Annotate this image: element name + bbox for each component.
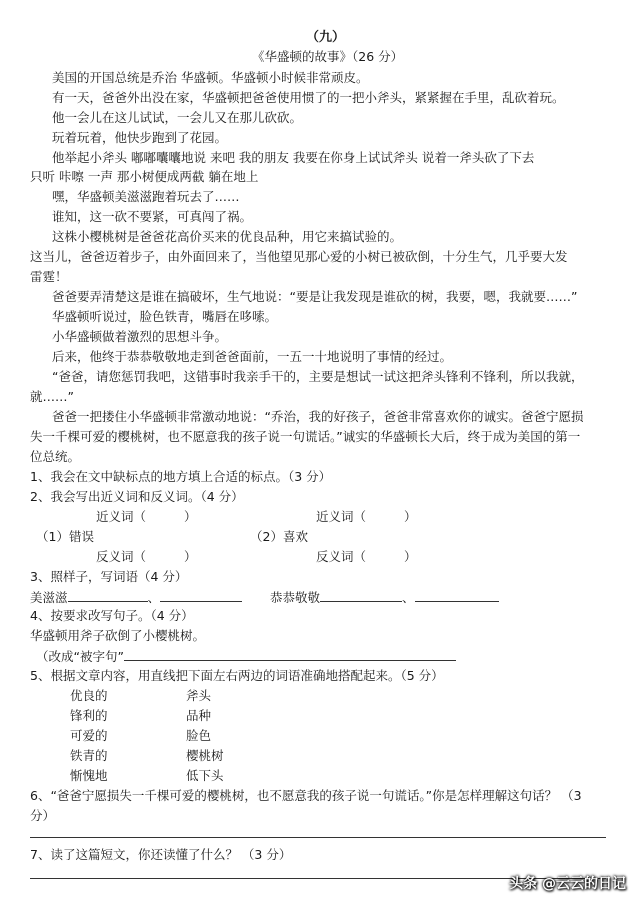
- story-paragraph: 只听 咔嚓 一声 那小树便成两截 躺在地上: [30, 169, 259, 184]
- synonym-blank-2[interactable]: [316, 509, 417, 525]
- example-word: 恭恭敬敬: [270, 590, 321, 605]
- bracket-close: ）: [184, 509, 197, 524]
- story-paragraph: 失一千棵可爱的樱桃树，也不愿意我的孩子说一句谎话。”诚实的华盛顿长大后，终于成为美国的第一: [30, 429, 581, 444]
- section-number: （九）: [306, 30, 346, 45]
- match-right-item[interactable]: 脸色: [186, 728, 212, 743]
- question-3: 3、照样子，写词语（4 分）: [30, 569, 188, 584]
- synonym-label: 近义词（: [96, 509, 147, 524]
- match-left-item[interactable]: 铁青的: [70, 748, 108, 763]
- match-left-item[interactable]: 锋利的: [70, 708, 108, 723]
- rewrite-blank[interactable]: [124, 648, 456, 661]
- synonym-blank-1[interactable]: [96, 509, 197, 525]
- question-5: 5、根据文章内容，用直线把下面左右两边的词语准确地搭配起来。（5 分）: [30, 668, 444, 683]
- story-paragraph: 他一会儿在这儿试试，一会儿又在那儿砍砍。: [52, 110, 303, 125]
- example-row-1: [30, 589, 242, 606]
- bracket-close: ）: [404, 549, 417, 564]
- antonym-blank-2[interactable]: [316, 549, 417, 565]
- question-4: 4、按要求改写句子。（4 分）: [30, 608, 194, 623]
- question-2: 2、我会写出近义词和反义词。（4 分）: [30, 489, 244, 504]
- answer-blank[interactable]: [160, 589, 242, 602]
- match-right-item[interactable]: 低下头: [186, 768, 224, 783]
- story-title: 《华盛顿的故事》（26 分）: [252, 49, 404, 64]
- match-right-item[interactable]: 斧头: [186, 688, 212, 703]
- question-1: 1、我会在文中缺标点的地方填上合适的标点。（3 分）: [30, 469, 332, 484]
- story-paragraph: 小华盛顿做着激烈的思想斗争。: [52, 329, 228, 344]
- antonym-label: 反义词（: [316, 549, 367, 564]
- match-right-item[interactable]: 品种: [186, 708, 212, 723]
- separator: 、: [147, 590, 161, 605]
- word-item-1: （1）错误: [36, 529, 94, 544]
- story-paragraph: 谁知，这一砍不要紧，可真闯了祸。: [52, 209, 253, 224]
- story-paragraph: 就……”: [30, 389, 74, 404]
- example-word: 美滋滋: [30, 590, 68, 605]
- story-paragraph: 华盛顿听说过，脸色铁青，嘴唇在哆嗦。: [52, 309, 278, 324]
- story-paragraph: 玩着玩着，他快步跑到了花园。: [52, 130, 228, 145]
- antonym-label: 反义词（: [96, 549, 147, 564]
- story-paragraph: 有一天，爸爸外出没在家，华盛顿把爸爸使用惯了的一把小斧头，紧紧握在手里，乱砍着玩。: [52, 90, 565, 105]
- story-paragraph: 这当儿，爸爸迈着步子，由外面回来了，当他望见那心爱的小树已被砍倒，十分生气，几乎要大发: [30, 249, 568, 264]
- story-paragraph: 美国的开国总统是乔治 华盛顿。华盛顿小时候非常顽皮。: [52, 70, 369, 85]
- story-paragraph: “爸爸，请您惩罚我吧，这错事时我亲手干的，主要是想试一试这把斧头锋利不锋利，所以我就，: [52, 369, 584, 384]
- match-left-item[interactable]: 可爱的: [70, 728, 108, 743]
- rewrite-row: [36, 648, 456, 665]
- story-paragraph: 这株小樱桃树是爸爸花高价买来的优良品种，用它来搞试验的。: [52, 229, 403, 244]
- synonym-label: 近义词（: [316, 509, 367, 524]
- bracket-close: ）: [404, 509, 417, 524]
- story-paragraph: 位总统。: [30, 449, 81, 464]
- example-row-2: [270, 589, 499, 606]
- original-sentence: 华盛顿用斧子砍倒了小樱桃树。: [30, 628, 206, 643]
- match-right-item[interactable]: 樱桃树: [186, 748, 224, 763]
- story-paragraph: 爸爸要弄清楚这是谁在搞破坏，生气地说：“要是让我发现是谁砍的树，我要，嗯，我就要……”: [52, 289, 578, 304]
- answer-blank[interactable]: [320, 589, 402, 602]
- answer-blank[interactable]: [68, 589, 148, 602]
- answer-line-6[interactable]: [30, 837, 606, 838]
- watermark: 头条 @云云的日记: [509, 876, 626, 892]
- match-left-item[interactable]: 惭愧地: [70, 768, 108, 783]
- question-7: 7、读了这篇短文，你还读懂了什么？ （3 分）: [30, 847, 292, 862]
- separator: 、: [402, 590, 415, 605]
- story-paragraph: 后来，他终于恭恭敬敬地走到爸爸面前，一五一十地说明了事情的经过。: [52, 349, 453, 364]
- story-paragraph: 爸爸一把搂住小华盛顿非常激动地说：“乔治，我的好孩子，爸爸非常喜欢你的诚实。爸爸宁愿损: [52, 409, 584, 424]
- match-left-item[interactable]: 优良的: [70, 688, 108, 703]
- question-6: 6、“爸爸宁愿损失一千棵可爱的樱桃树，也不愿意我的孩子说一句谎话。”你是怎样理解这句话？ （3: [30, 788, 582, 803]
- story-paragraph: 嘿，华盛顿美滋滋跑着玩去了……: [52, 189, 240, 204]
- bracket-close: ）: [184, 549, 197, 564]
- rewrite-instruction: （改成“被字句”: [36, 649, 124, 664]
- answer-blank[interactable]: [415, 589, 499, 602]
- antonym-blank-1[interactable]: [96, 549, 197, 565]
- question-6-continued: 分）: [30, 808, 56, 823]
- story-paragraph: 他举起小斧头 嘟嘟囔囔地说 来吧 我的朋友 我要在你身上试试斧头 说着一斧头砍了下去: [52, 150, 535, 165]
- word-item-2: （2）喜欢: [250, 529, 308, 544]
- story-paragraph: 雷霆！: [30, 269, 68, 284]
